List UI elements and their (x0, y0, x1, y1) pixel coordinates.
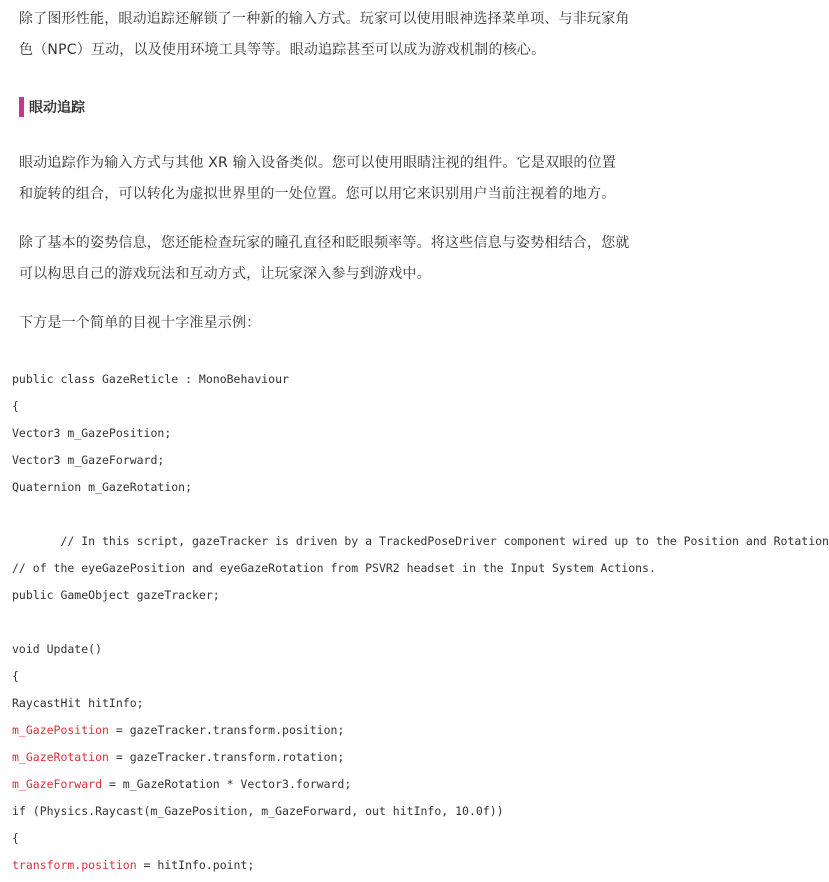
paragraph-line: 下方是一个简单的目视十字准星示例： (19, 315, 261, 331)
code-line (12, 474, 687, 501)
paragraph-eye-tracking-input (19, 148, 669, 210)
code-highlight-token: transform.position (12, 858, 137, 872)
paragraph-line: 可以构思自己的游戏玩法和互动方式，让玩家深入参与到游戏中。 (19, 266, 431, 282)
intro-paragraph (19, 4, 669, 66)
code-text: = gazeTracker.transform.position; (108, 723, 345, 737)
heading-accent-bar (19, 97, 24, 117)
intro-line-1: 除了图形性能，眼动追踪还解锁了一种新的输入方式。玩家可以使用眼神选择菜单项、与非玩家角 (19, 11, 630, 27)
code-text: { (12, 669, 19, 683)
code-line (12, 609, 687, 636)
code-text: if (Physics.Raycast(m_GazePosition, m_GazeForward, out hitInfo, 10.0f)) (12, 804, 504, 818)
code-text: { (12, 399, 19, 413)
code-line (12, 717, 687, 744)
code-text: = m_GazeRotation * Vector3.forward; (102, 777, 352, 791)
code-text: = hitInfo.point; (136, 858, 255, 872)
code-line (12, 825, 687, 852)
code-line (12, 852, 687, 879)
code-line (12, 420, 687, 447)
code-highlight-token: m_GazeRotation (12, 750, 109, 764)
paragraph-line: 眼动追踪作为输入方式与其他 XR 输入设备类似。您可以使用眼睛注视的组件。它是双眼的位置 (19, 155, 617, 171)
code-line (12, 798, 687, 825)
code-text: Vector3 m_GazePosition; (12, 426, 172, 440)
code-line (12, 771, 687, 798)
paragraph-pupil-blink (19, 228, 669, 290)
code-line (12, 366, 687, 393)
code-line (12, 744, 687, 771)
code-text: public class GazeReticle : MonoBehaviour (12, 372, 289, 386)
code-text: // In this script, gazeTracker is driven by a TrackedPoseDriver component wired up to the Position and Rotation (12, 534, 829, 548)
code-text: // of the eyeGazePosition and eyeGazeRotation from PSVR2 headset in the Input System Actions. (12, 561, 656, 575)
code-text: public GameObject gazeTracker; (12, 588, 220, 602)
code-text: void Update() (12, 642, 103, 656)
code-block (12, 366, 829, 879)
code-line (12, 636, 687, 663)
code-line (12, 447, 687, 474)
code-text: Quaternion m_GazeRotation; (12, 480, 193, 494)
code-line (12, 663, 687, 690)
code-line (12, 582, 687, 609)
code-text: { (12, 831, 19, 845)
code-line (12, 555, 687, 582)
code-highlight-token: m_GazePosition (12, 723, 109, 737)
paragraph-line: 和旋转的组合，可以转化为虚拟世界里的一处位置。您可以用它来识别用户当前注视着的地方。 (19, 186, 616, 202)
paragraph-line: 除了基本的姿势信息，您还能检查玩家的瞳孔直径和眨眼频率等。将这些信息与姿势相结合，您就 (19, 235, 630, 251)
code-text: Vector3 m_GazeForward; (12, 453, 165, 467)
paragraph-example-intro (19, 308, 669, 339)
code-line (12, 501, 687, 528)
code-line (12, 528, 829, 555)
code-text: = gazeTracker.transform.rotation; (108, 750, 345, 764)
code-highlight-token: m_GazeForward (12, 777, 103, 791)
section-heading (19, 96, 85, 118)
intro-line-2: 色（NPC）互动，以及使用环境工具等等。眼动追踪甚至可以成为游戏机制的核心。 (19, 42, 546, 58)
code-text: RaycastHit hitInfo; (12, 696, 144, 710)
code-line (12, 393, 687, 420)
section-heading-title: 眼动追踪 (29, 100, 85, 116)
code-line (12, 690, 687, 717)
